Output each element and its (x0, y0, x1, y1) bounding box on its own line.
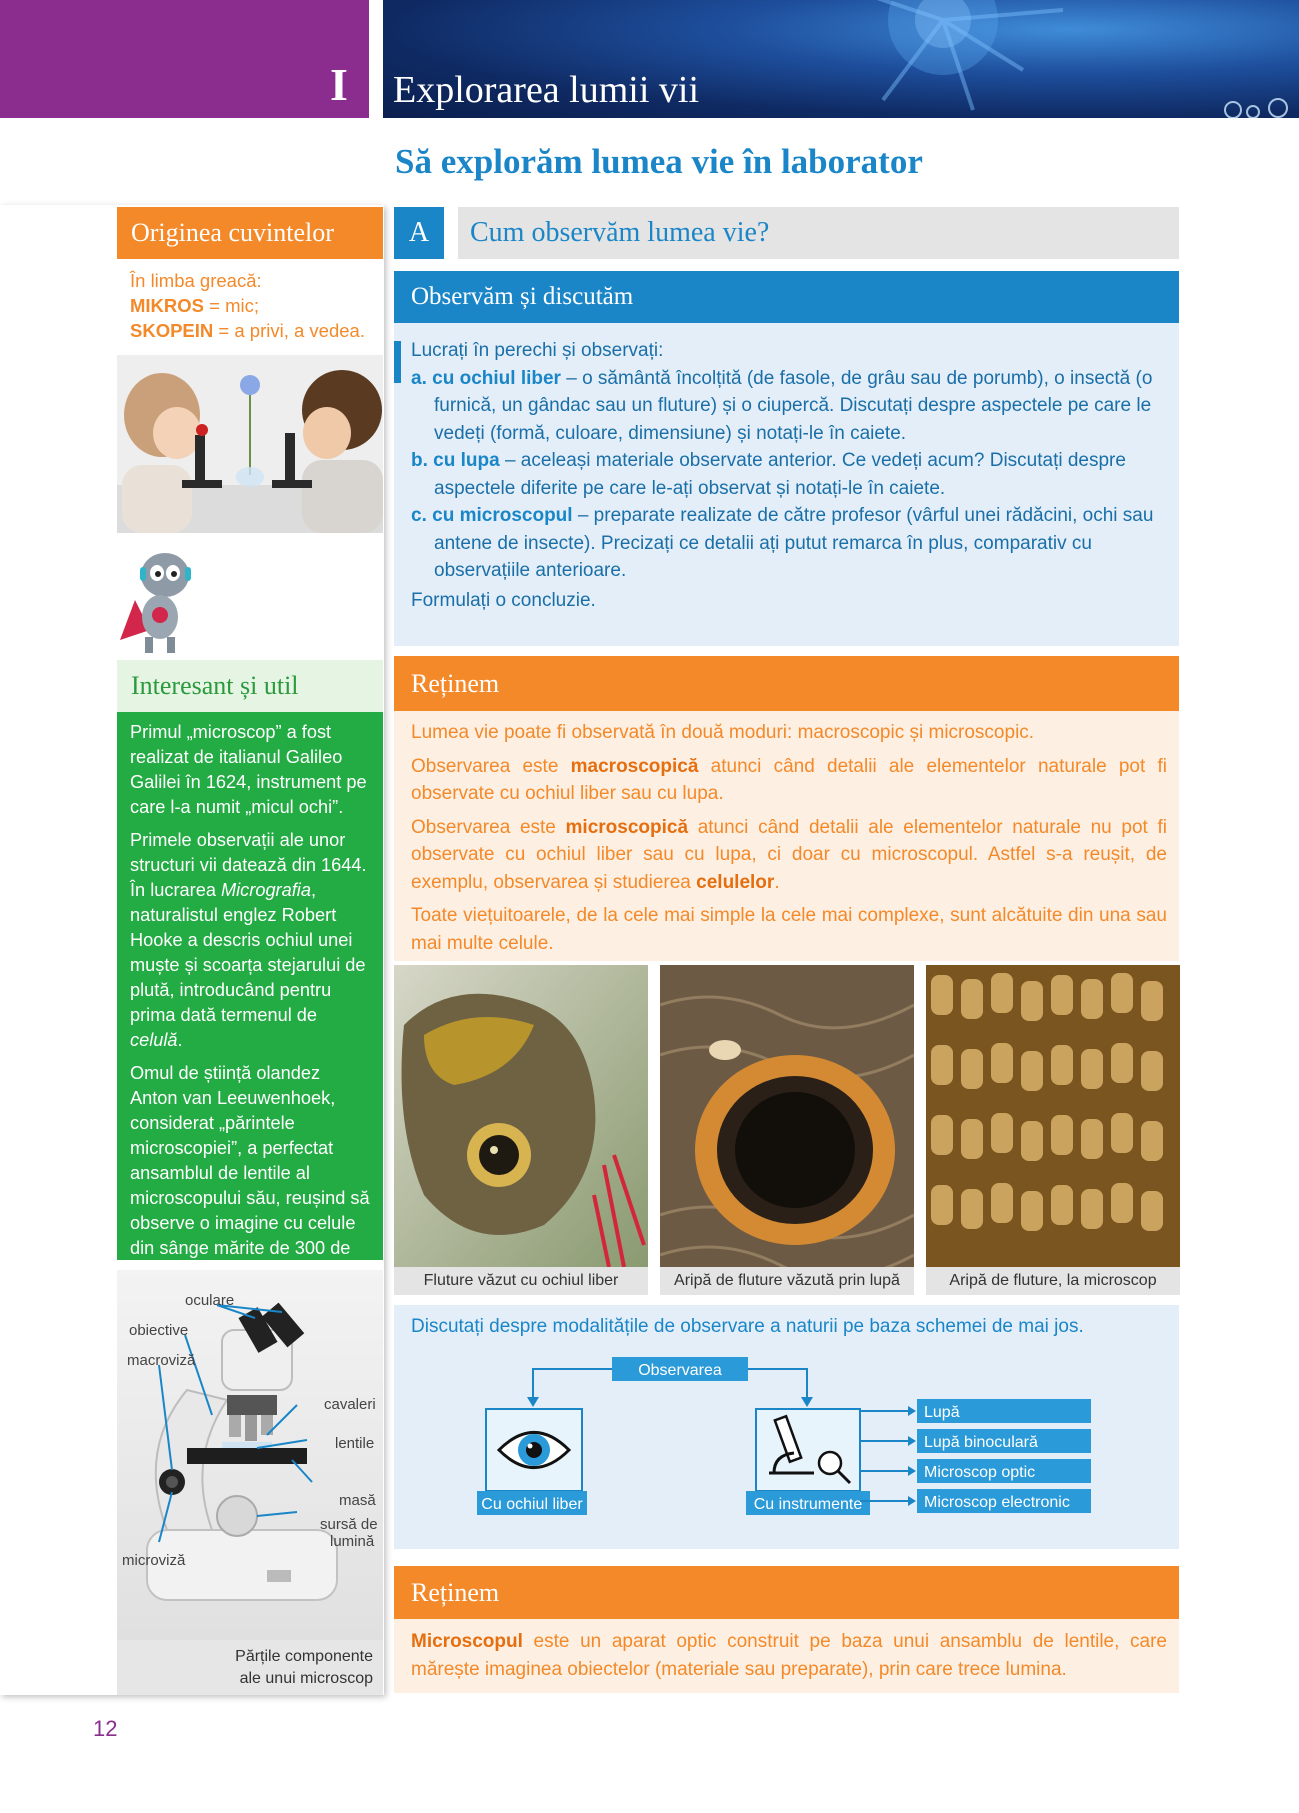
label-fine-focus: microviză (122, 1552, 186, 1569)
observation-diagram-panel (394, 1305, 1179, 1549)
observe-item-a: a. cu ochiul liber – o sământă încolțită (de fasole, de grâu sau de porumb), o insectă (o furnică, un gândac sau un fluture) și o ciupercă. Discutați despre aspectele pe care le vedeți (formă, culoare, dimensiune) și notați-le în caiete. (411, 367, 1153, 444)
diagram-root: Observarea (638, 1362, 722, 1379)
microscope-diagram (117, 1270, 383, 1642)
observe-marker (394, 341, 401, 383)
instrument-item-3: Microscop optic (924, 1464, 1036, 1481)
interesting-heading: Interesant și util (117, 660, 383, 712)
instrument-item-1: Lupă (924, 1404, 960, 1421)
chapter-title: Explorarea lumii vii (393, 69, 700, 111)
instrument-item-4: Microscop electronic (924, 1494, 1070, 1511)
observe-item-c: c. cu microscopul – preparate realizate de către profesor (vârful unei rădăcini, ochi sau antene de insecte). Precizați ce detalii ați putut remarca în plus, comparativ cu observațiile anterioare. (411, 505, 1154, 581)
lesson-title: Să explorăm lumea vie în laborator (395, 142, 923, 181)
label-eyepieces: oculare (185, 1292, 235, 1309)
robot-mascot-icon (115, 545, 205, 655)
microscope-caption: Părțile componente ale unui microscop (117, 1640, 383, 1695)
wing-microscope-photo (926, 965, 1180, 1267)
instrument-item-2: Lupă binoculară (924, 1434, 1038, 1451)
label-stage: masă (339, 1492, 376, 1509)
chapter-number: I (330, 59, 348, 110)
observe-item-b: b. cu lupa – aceleași materiale observate anterior. Ce vedeți acum? Discutați despre aspectele diferite pe care le-ați observat și notați-le în caiete. (411, 450, 1126, 499)
observation-diagram (394, 1305, 1179, 1549)
origin-words-body: În limba greacă: MIKROS = mic; SKOPEIN = a privi, a vedea. (130, 270, 365, 341)
children-microscope-photo (117, 355, 383, 533)
retinem-heading-2: Reținem (394, 1566, 1179, 1619)
origin-words-heading: Originea cuvintelor (117, 207, 383, 259)
observe-body: Lucrați în perechi și observați: a. cu ochiul liber – o sământă încolțită (de fasole, de grâu sau de porumb), o insectă (o furnică, un gândac sau un fluture) și o ciupercă. Discutați despre aspectele pe care le vedeți (formă, culoare, dimensiune) și notați-le în caiete. b. cu lupa – aceleași materiale observate anterior. Ce vedeți acum? Discutați despre aspectele diferite pe care le-ați observat și notați-le în caiete. c. cu microscopul – preparate realizate de către profesor (vârful unei rădăcini, ochi sau antene de insecte). Precizați ce detalii ați putut remarca în plus, comparativ cu observațiile anterioare. Formulați o concluzie. (394, 323, 1179, 646)
diagram-prompt: Discutați despre modalitățile de observare a naturii pe baza schemei de mai jos. (411, 1316, 1084, 1337)
photo-caption-2: Aripă de fluture văzută prin lupă (660, 1267, 914, 1295)
label-lenses: lentile (335, 1435, 375, 1452)
diagram-right-label: Cu instrumente (753, 1496, 863, 1513)
wing-magnifier-photo (660, 965, 914, 1267)
label-objectives: obiective (129, 1322, 189, 1339)
interesting-body: Primul „microscop” a fost realizat de italianul Galileo Galilei în 1624, instrument pe care l-a numit „micul ochi”. Primele observații ale unor structuri vii datează din 1644. În lucrarea Micrografia, naturalistul englez Robert Hooke a descris ochiul unei muște și scoarța stejarului de plută, introducând pentru prima dată termenul de celulă. Omul de știință olandez Anton van Leeuwenhoek, considerat „părintele microscopiei”, a perfectat ansamblul de lentile al microscopului său, reușind să observe o imagine cu celule din sânge mărite de 300 de (117, 712, 383, 1260)
page-number: 12 (93, 1716, 118, 1741)
section-title: Cum observăm lumea vie? (458, 207, 1179, 259)
label-stage-clips: cavaleri (324, 1396, 376, 1413)
label-light-source-1: sursă de (320, 1516, 378, 1533)
label-light-source-2: lumină (330, 1533, 375, 1550)
retinem-body-1: Lumea vie poate fi observată în două moduri: macroscopic și microscopic. Observarea este macroscopică atunci când detalii ale elementelor naturale pot fi observate cu ochiul liber sau cu lupa. Observarea este microscopică atunci când detalii ale elementelor naturale nu pot fi observate cu ochiul liber sau cu lupa, ci doar cu microscopul. Astfel s-a reușit, de exemplu, observarea și studierea celulelor. Toate viețuitoarele, de la cele mai simple la cele mai complexe, sunt alcătuite din una sau mai multe celule. (394, 711, 1179, 961)
retinem-body-2: Microscopul este un aparat optic construit pe baza unui ansamblu de lentile, care mărește imaginea obiectelor (materiale sau preparate), prin care trece lumina. (394, 1619, 1179, 1693)
photo-caption-3: Aripă de fluture, la microscop (926, 1267, 1180, 1295)
label-coarse-focus: macroviză (127, 1352, 196, 1369)
photo-caption-1: Fluture văzut cu ochiul liber (394, 1267, 648, 1295)
observe-heading: Observăm și discutăm (394, 271, 1179, 323)
section-letter: A (394, 207, 444, 259)
butterfly-photo (394, 965, 648, 1267)
chapter-banner (0, 0, 369, 118)
diagram-left-label: Cu ochiul liber (481, 1496, 583, 1513)
retinem-heading-1: Reținem (394, 656, 1179, 711)
